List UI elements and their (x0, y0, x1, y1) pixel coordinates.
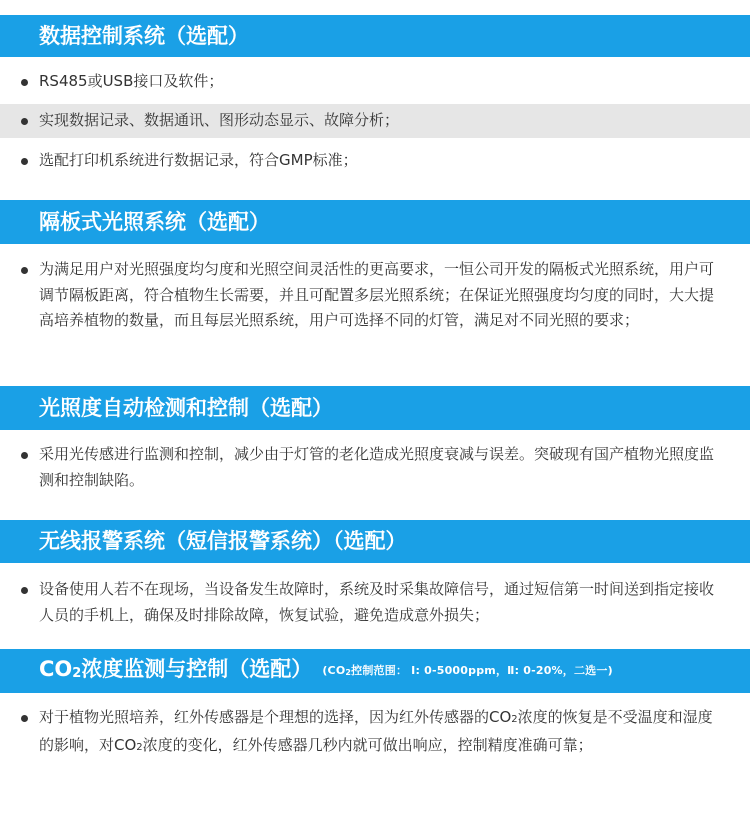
list-item: 为满足用户对光照强度均匀度和光照空间灵活性的更高要求，一恒公司开发的隔板式光照系统，用户可调节隔板距离，符合植物生长需要，并且可配置多层光照系统；在保证光照强度均匀度的同时，大大提高培养植物的数量，而且每层光照系统，用户可选择不同的灯管，满足对不同光照的要求； (0, 257, 750, 334)
list-item: 选配打印机系统进行数据记录，符合GMP标准； (0, 148, 750, 178)
bullet-dot-icon (21, 118, 28, 125)
list-item: 采用光传感进行监测和控制，减少由于灯管的老化造成光照度衰减与误差。突破现有国产植物光照度监测和控制缺陷。 (0, 442, 750, 493)
section-title: 数据控制系统（选配） (39, 23, 249, 48)
list-item: 设备使用人若不在现场，当设备发生故障时，系统及时采集故障信号，通过短信第一时间送到指定接收人员的手机上，确保及时排除故障，恢复试验，避免造成意外损失； (0, 577, 750, 628)
list-item: RS485或USB接口及软件； (0, 69, 750, 99)
bullet-dot-icon (21, 267, 28, 274)
list-item: 实现数据记录、数据通讯、图形动态显示、故障分析； (0, 104, 750, 138)
section-title: 隔板式光照系统（选配） (39, 209, 270, 234)
co2-range-note: (CO2控制范围： Ⅰ: 0-5000ppm，Ⅱ: 0-20%，二选一) (322, 663, 613, 677)
section-title: 光照度自动检测和控制（选配） (39, 395, 333, 420)
bullet-dot-icon (21, 587, 28, 594)
bullet-dot-icon (21, 715, 28, 722)
section-header-illuminance-control (0, 386, 750, 430)
section-header-data-control (0, 15, 750, 57)
list-item: 对于植物光照培养，红外传感器是个理想的选择，因为红外传感器的CO2浓度的恢复是不受温度和湿度的影响，对CO2浓度的变化，红外传感器几秒内就可做出响应，控制精度准确可靠； (0, 705, 750, 760)
bullet-dot-icon (21, 452, 28, 459)
section-title: 无线报警系统（短信报警系统）（选配） (39, 529, 407, 553)
bullet-dot-icon (21, 158, 28, 165)
section-title: CO2浓度监测与控制（选配） (39, 656, 313, 681)
section-header-co2-control (0, 649, 750, 693)
section-header-partition-lighting (0, 200, 750, 244)
section-header-wireless-alarm (0, 520, 750, 563)
bullet-dot-icon (21, 79, 28, 86)
